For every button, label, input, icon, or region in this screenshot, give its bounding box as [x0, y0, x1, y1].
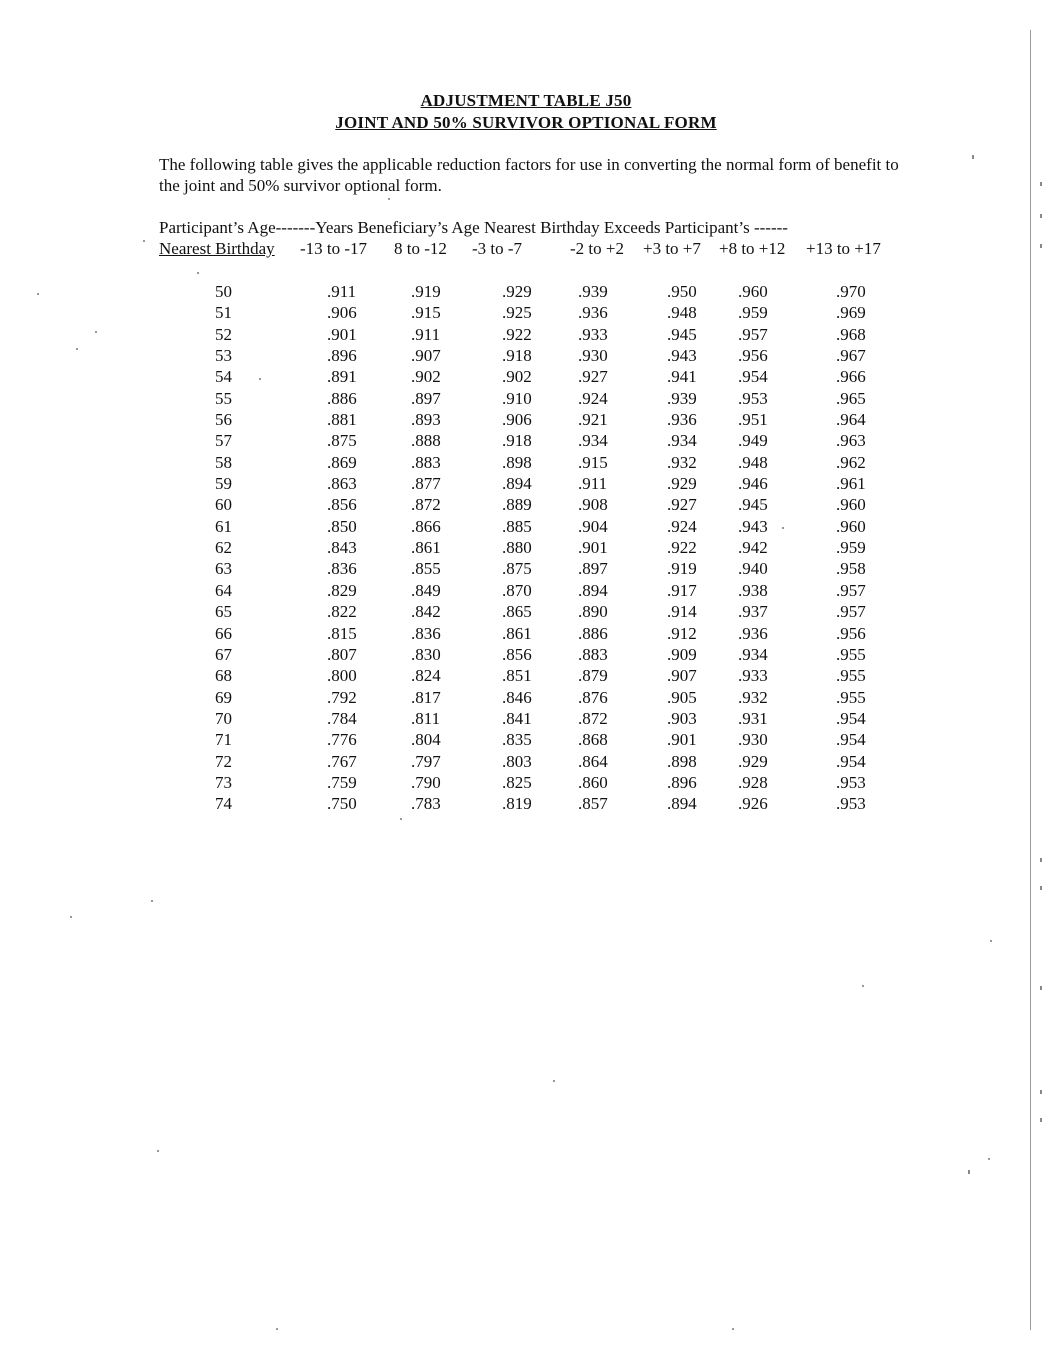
- margin-tick: [1040, 182, 1042, 186]
- margin-tick: [1040, 1090, 1042, 1094]
- factor-cell: .907: [667, 666, 697, 686]
- factor-cell: .957: [738, 324, 768, 344]
- table-row: [0, 281, 1000, 302]
- table-row: [0, 601, 1000, 622]
- scan-speck: [862, 985, 864, 987]
- factor-cell: .965: [836, 388, 866, 408]
- age-cell: 67: [215, 644, 232, 664]
- factor-cell: .960: [836, 516, 866, 536]
- factor-cell: .946: [738, 474, 768, 494]
- factor-cell: .876: [578, 687, 608, 707]
- factor-cell: .864: [578, 751, 608, 771]
- factor-cell: .783: [411, 794, 441, 814]
- column-header: +13 to +17: [806, 239, 881, 258]
- factor-cell: .915: [578, 452, 608, 472]
- scan-speck: [70, 916, 72, 918]
- factor-cell: .951: [738, 410, 768, 430]
- age-cell: 72: [215, 751, 232, 771]
- factor-cell: .968: [836, 324, 866, 344]
- factor-cell: .750: [327, 794, 357, 814]
- factor-cell: .906: [502, 410, 532, 430]
- scan-speck: [197, 272, 199, 274]
- factor-cell: .939: [667, 388, 697, 408]
- factor-cell: .919: [411, 282, 441, 301]
- factor-cell: .836: [411, 623, 441, 643]
- age-cell: 69: [215, 687, 232, 707]
- age-cell: 56: [215, 410, 232, 430]
- column-group-header: Participant’s Age-------Years Beneficiary’s Age Nearest Birthday Exceeds Participant’s ------: [159, 218, 788, 237]
- factor-cell: .846: [502, 687, 532, 707]
- factor-cell: .948: [667, 303, 697, 323]
- scan-speck: [732, 1328, 734, 1330]
- factor-cell: .943: [667, 346, 697, 366]
- table-row: [0, 409, 1000, 430]
- factor-cell: .863: [327, 474, 357, 494]
- scan-speck: [143, 240, 145, 242]
- factor-cell: .950: [667, 282, 697, 301]
- factor-cell: .883: [411, 452, 441, 472]
- margin-tick: [1040, 986, 1042, 990]
- scan-speck: [990, 940, 992, 942]
- factor-cell: .936: [578, 303, 608, 323]
- factor-cell: .907: [411, 346, 441, 366]
- factor-cell: .945: [738, 495, 768, 515]
- factor-cell: .957: [836, 602, 866, 622]
- scan-speck: [400, 818, 402, 820]
- scan-speck: [553, 1080, 555, 1082]
- margin-tick: [1040, 1118, 1042, 1122]
- table-row: [0, 644, 1000, 665]
- factor-cell: .856: [502, 644, 532, 664]
- factor-cell: .938: [738, 580, 768, 600]
- table-row: [0, 537, 1000, 558]
- margin-tick: [1040, 886, 1042, 890]
- table-row: [0, 708, 1000, 729]
- factor-cell: .759: [327, 772, 357, 792]
- factor-cell: .924: [667, 516, 697, 536]
- factor-cell: .893: [411, 410, 441, 430]
- age-cell: 55: [215, 388, 232, 408]
- factor-cell: .922: [502, 324, 532, 344]
- factor-cell: .954: [836, 751, 866, 771]
- column-header: +3 to +7: [643, 239, 701, 258]
- factor-cell: .898: [667, 751, 697, 771]
- factor-cell: .869: [327, 452, 357, 472]
- factor-cell: .868: [578, 730, 608, 750]
- column-header: +8 to +12: [719, 239, 786, 258]
- factor-cell: .940: [738, 559, 768, 579]
- factor-cell: .896: [667, 772, 697, 792]
- age-cell: 60: [215, 495, 232, 515]
- scan-speck: [782, 527, 784, 529]
- factor-cell: .849: [411, 580, 441, 600]
- age-cell: 61: [215, 516, 232, 536]
- factor-cell: .856: [327, 495, 357, 515]
- factor-cell: .953: [836, 794, 866, 814]
- table-row: [0, 772, 1000, 793]
- factor-cell: .963: [836, 431, 866, 451]
- scan-speck: [151, 900, 153, 902]
- factor-cell: .919: [667, 559, 697, 579]
- factor-cell: .800: [327, 666, 357, 686]
- factor-cell: .918: [502, 431, 532, 451]
- factor-cell: .902: [411, 367, 441, 387]
- table-row: [0, 345, 1000, 366]
- factor-cell: .776: [327, 730, 357, 750]
- factor-cell: .889: [502, 495, 532, 515]
- factor-cell: .804: [411, 730, 441, 750]
- factor-cell: .767: [327, 751, 357, 771]
- age-cell: 50: [215, 282, 232, 301]
- scan-speck: [95, 331, 97, 333]
- factor-cell: .949: [738, 431, 768, 451]
- factor-cell: .894: [578, 580, 608, 600]
- factor-cell: .830: [411, 644, 441, 664]
- factor-cell: .917: [667, 580, 697, 600]
- factor-cell: .897: [578, 559, 608, 579]
- factor-cell: .792: [327, 687, 357, 707]
- factor-cell: .933: [578, 324, 608, 344]
- table-row: [0, 751, 1000, 772]
- factor-cell: .948: [738, 452, 768, 472]
- age-cell: 73: [215, 772, 232, 792]
- scan-speck: [988, 1158, 990, 1160]
- factor-cell: .811: [411, 708, 441, 728]
- factor-cell: .960: [836, 495, 866, 515]
- factor-cell: .905: [667, 687, 697, 707]
- factor-cell: .942: [738, 538, 768, 558]
- table-row: [0, 558, 1000, 579]
- factor-cell: .825: [502, 772, 532, 792]
- age-cell: 62: [215, 538, 232, 558]
- table-row: [0, 430, 1000, 451]
- factor-cell: .797: [411, 751, 441, 771]
- table-row: [0, 665, 1000, 686]
- factor-cell: .955: [836, 666, 866, 686]
- factor-cell: .936: [667, 410, 697, 430]
- reduction-factor-table: [0, 281, 1000, 815]
- factor-cell: .954: [738, 367, 768, 387]
- factor-cell: .927: [578, 367, 608, 387]
- factor-cell: .843: [327, 538, 357, 558]
- factor-cell: .865: [502, 602, 532, 622]
- age-cell: 63: [215, 559, 232, 579]
- table-subtitle: JOINT AND 50% SURVIVOR OPTIONAL FORM: [335, 113, 717, 132]
- factor-cell: .824: [411, 666, 441, 686]
- factor-cell: .912: [667, 623, 697, 643]
- table-row: [0, 687, 1000, 708]
- factor-cell: .959: [738, 303, 768, 323]
- page-edge-line: [1030, 30, 1031, 1330]
- factor-cell: .901: [578, 538, 608, 558]
- age-cell: 53: [215, 346, 232, 366]
- factor-cell: .914: [667, 602, 697, 622]
- factor-cell: .842: [411, 602, 441, 622]
- factor-cell: .954: [836, 730, 866, 750]
- factor-cell: .784: [327, 708, 357, 728]
- age-cell: 71: [215, 730, 232, 750]
- factor-cell: .958: [836, 559, 866, 579]
- table-row: [0, 302, 1000, 323]
- factor-cell: .911: [327, 282, 357, 301]
- factor-cell: .807: [327, 644, 357, 664]
- factor-cell: .829: [327, 580, 357, 600]
- margin-tick: [1040, 244, 1042, 248]
- table-row: [0, 580, 1000, 601]
- factor-cell: .967: [836, 346, 866, 366]
- column-header: -13 to -17: [300, 239, 368, 258]
- age-cell: 59: [215, 474, 232, 494]
- factor-cell: .908: [578, 495, 608, 515]
- factor-cell: .894: [667, 794, 697, 814]
- factor-cell: .860: [578, 772, 608, 792]
- factor-cell: .872: [578, 708, 608, 728]
- age-cell: 66: [215, 623, 232, 643]
- factor-cell: .929: [667, 474, 697, 494]
- factor-cell: .894: [502, 474, 532, 494]
- factor-cell: .872: [411, 495, 441, 515]
- factor-cell: .926: [738, 794, 768, 814]
- factor-cell: .932: [667, 452, 697, 472]
- factor-cell: .921: [578, 410, 608, 430]
- factor-cell: .790: [411, 772, 441, 792]
- factor-cell: .851: [502, 666, 532, 686]
- scan-speck: [157, 1150, 159, 1152]
- table-title: ADJUSTMENT TABLE J50: [420, 91, 632, 110]
- factor-cell: .857: [578, 794, 608, 814]
- margin-tick: [1040, 858, 1042, 862]
- factor-cell: .925: [502, 303, 532, 323]
- factor-cell: .909: [667, 644, 697, 664]
- factor-cell: .881: [327, 410, 357, 430]
- factor-cell: .956: [836, 623, 866, 643]
- factor-cell: .939: [578, 282, 608, 301]
- factor-cell: .956: [738, 346, 768, 366]
- factor-cell: .910: [502, 388, 532, 408]
- factor-cell: .959: [836, 538, 866, 558]
- scan-speck: [76, 348, 78, 350]
- factor-cell: .957: [836, 580, 866, 600]
- factor-cell: .890: [578, 602, 608, 622]
- factor-cell: .885: [502, 516, 532, 536]
- factor-cell: .953: [738, 388, 768, 408]
- intro-paragraph: The following table gives the applicable reduction factors for use in converting the normal form of benefit to the joint and 50% survivor optional form.: [159, 155, 899, 195]
- factor-cell: .836: [327, 559, 357, 579]
- factor-cell: .906: [327, 303, 357, 323]
- scan-speck: [276, 1328, 278, 1330]
- factor-cell: .897: [411, 388, 441, 408]
- factor-cell: .861: [411, 538, 441, 558]
- factor-cell: .911: [411, 324, 441, 344]
- factor-cell: .933: [738, 666, 768, 686]
- factor-cell: .886: [578, 623, 608, 643]
- margin-tick: [972, 155, 974, 159]
- factor-cell: .932: [738, 687, 768, 707]
- factor-cell: .962: [836, 452, 866, 472]
- factor-cell: .943: [738, 516, 768, 536]
- table-row: [0, 623, 1000, 644]
- factor-cell: .954: [836, 708, 866, 728]
- factor-cell: .937: [738, 602, 768, 622]
- table-row: [0, 366, 1000, 387]
- factor-cell: .918: [502, 346, 532, 366]
- factor-cell: .902: [502, 367, 532, 387]
- scan-speck: [37, 293, 39, 295]
- factor-cell: .903: [667, 708, 697, 728]
- factor-cell: .931: [738, 708, 768, 728]
- factor-cell: .855: [411, 559, 441, 579]
- table-row: [0, 388, 1000, 409]
- factor-cell: .930: [578, 346, 608, 366]
- factor-cell: .929: [738, 751, 768, 771]
- age-cell: 52: [215, 324, 232, 344]
- table-row: [0, 516, 1000, 537]
- factor-cell: .819: [502, 794, 532, 814]
- factor-cell: .969: [836, 303, 866, 323]
- factor-cell: .835: [502, 730, 532, 750]
- factor-cell: .877: [411, 474, 441, 494]
- scan-speck: [388, 198, 390, 200]
- factor-cell: .879: [578, 666, 608, 686]
- factor-cell: .901: [327, 324, 357, 344]
- nearest-birthday-header: Nearest Birthday: [159, 239, 275, 258]
- factor-cell: .924: [578, 388, 608, 408]
- table-row: [0, 452, 1000, 473]
- factor-cell: .886: [327, 388, 357, 408]
- age-cell: 58: [215, 452, 232, 472]
- factor-cell: .875: [327, 431, 357, 451]
- factor-cell: .803: [502, 751, 532, 771]
- factor-cell: .896: [327, 346, 357, 366]
- factor-cell: .928: [738, 772, 768, 792]
- column-header: -3 to -7: [472, 239, 523, 258]
- column-header: -2 to +2: [570, 239, 624, 258]
- factor-cell: .934: [738, 644, 768, 664]
- age-cell: 65: [215, 602, 232, 622]
- factor-cell: .966: [836, 367, 866, 387]
- factor-cell: .960: [738, 282, 768, 301]
- factor-cell: .891: [327, 367, 357, 387]
- margin-tick: [1040, 214, 1042, 218]
- age-cell: 54: [215, 367, 232, 387]
- age-cell: 68: [215, 666, 232, 686]
- factor-cell: .815: [327, 623, 357, 643]
- factor-cell: .817: [411, 687, 441, 707]
- factor-cell: .861: [502, 623, 532, 643]
- factor-cell: .930: [738, 730, 768, 750]
- table-row: [0, 324, 1000, 345]
- factor-cell: .945: [667, 324, 697, 344]
- age-cell: 74: [215, 794, 232, 814]
- table-row: [0, 473, 1000, 494]
- factor-cell: .936: [738, 623, 768, 643]
- table-row: [0, 793, 1000, 814]
- age-cell: 51: [215, 303, 232, 323]
- factor-cell: .870: [502, 580, 532, 600]
- table-row: [0, 729, 1000, 750]
- factor-cell: .961: [836, 474, 866, 494]
- factor-cell: .964: [836, 410, 866, 430]
- factor-cell: .841: [502, 708, 532, 728]
- scan-speck: [259, 378, 261, 380]
- column-header: 8 to -12: [394, 239, 447, 258]
- factor-cell: .934: [667, 431, 697, 451]
- factor-cell: .955: [836, 644, 866, 664]
- factor-cell: .953: [836, 772, 866, 792]
- age-cell: 57: [215, 431, 232, 451]
- factor-cell: .875: [502, 559, 532, 579]
- factor-cell: .927: [667, 495, 697, 515]
- factor-cell: .901: [667, 730, 697, 750]
- factor-cell: .822: [327, 602, 357, 622]
- age-cell: 64: [215, 580, 232, 600]
- factor-cell: .934: [578, 431, 608, 451]
- factor-cell: .866: [411, 516, 441, 536]
- factor-cell: .922: [667, 538, 697, 558]
- factor-cell: .880: [502, 538, 532, 558]
- factor-cell: .955: [836, 687, 866, 707]
- table-row: [0, 494, 1000, 515]
- factor-cell: .888: [411, 431, 441, 451]
- age-cell: 70: [215, 708, 232, 728]
- factor-cell: .911: [578, 474, 608, 494]
- factor-cell: .850: [327, 516, 357, 536]
- factor-cell: .883: [578, 644, 608, 664]
- factor-cell: .898: [502, 452, 532, 472]
- factor-cell: .904: [578, 516, 608, 536]
- factor-cell: .915: [411, 303, 441, 323]
- factor-cell: .941: [667, 367, 697, 387]
- factor-cell: .970: [836, 282, 866, 301]
- margin-tick: [968, 1170, 970, 1174]
- factor-cell: .929: [502, 282, 532, 301]
